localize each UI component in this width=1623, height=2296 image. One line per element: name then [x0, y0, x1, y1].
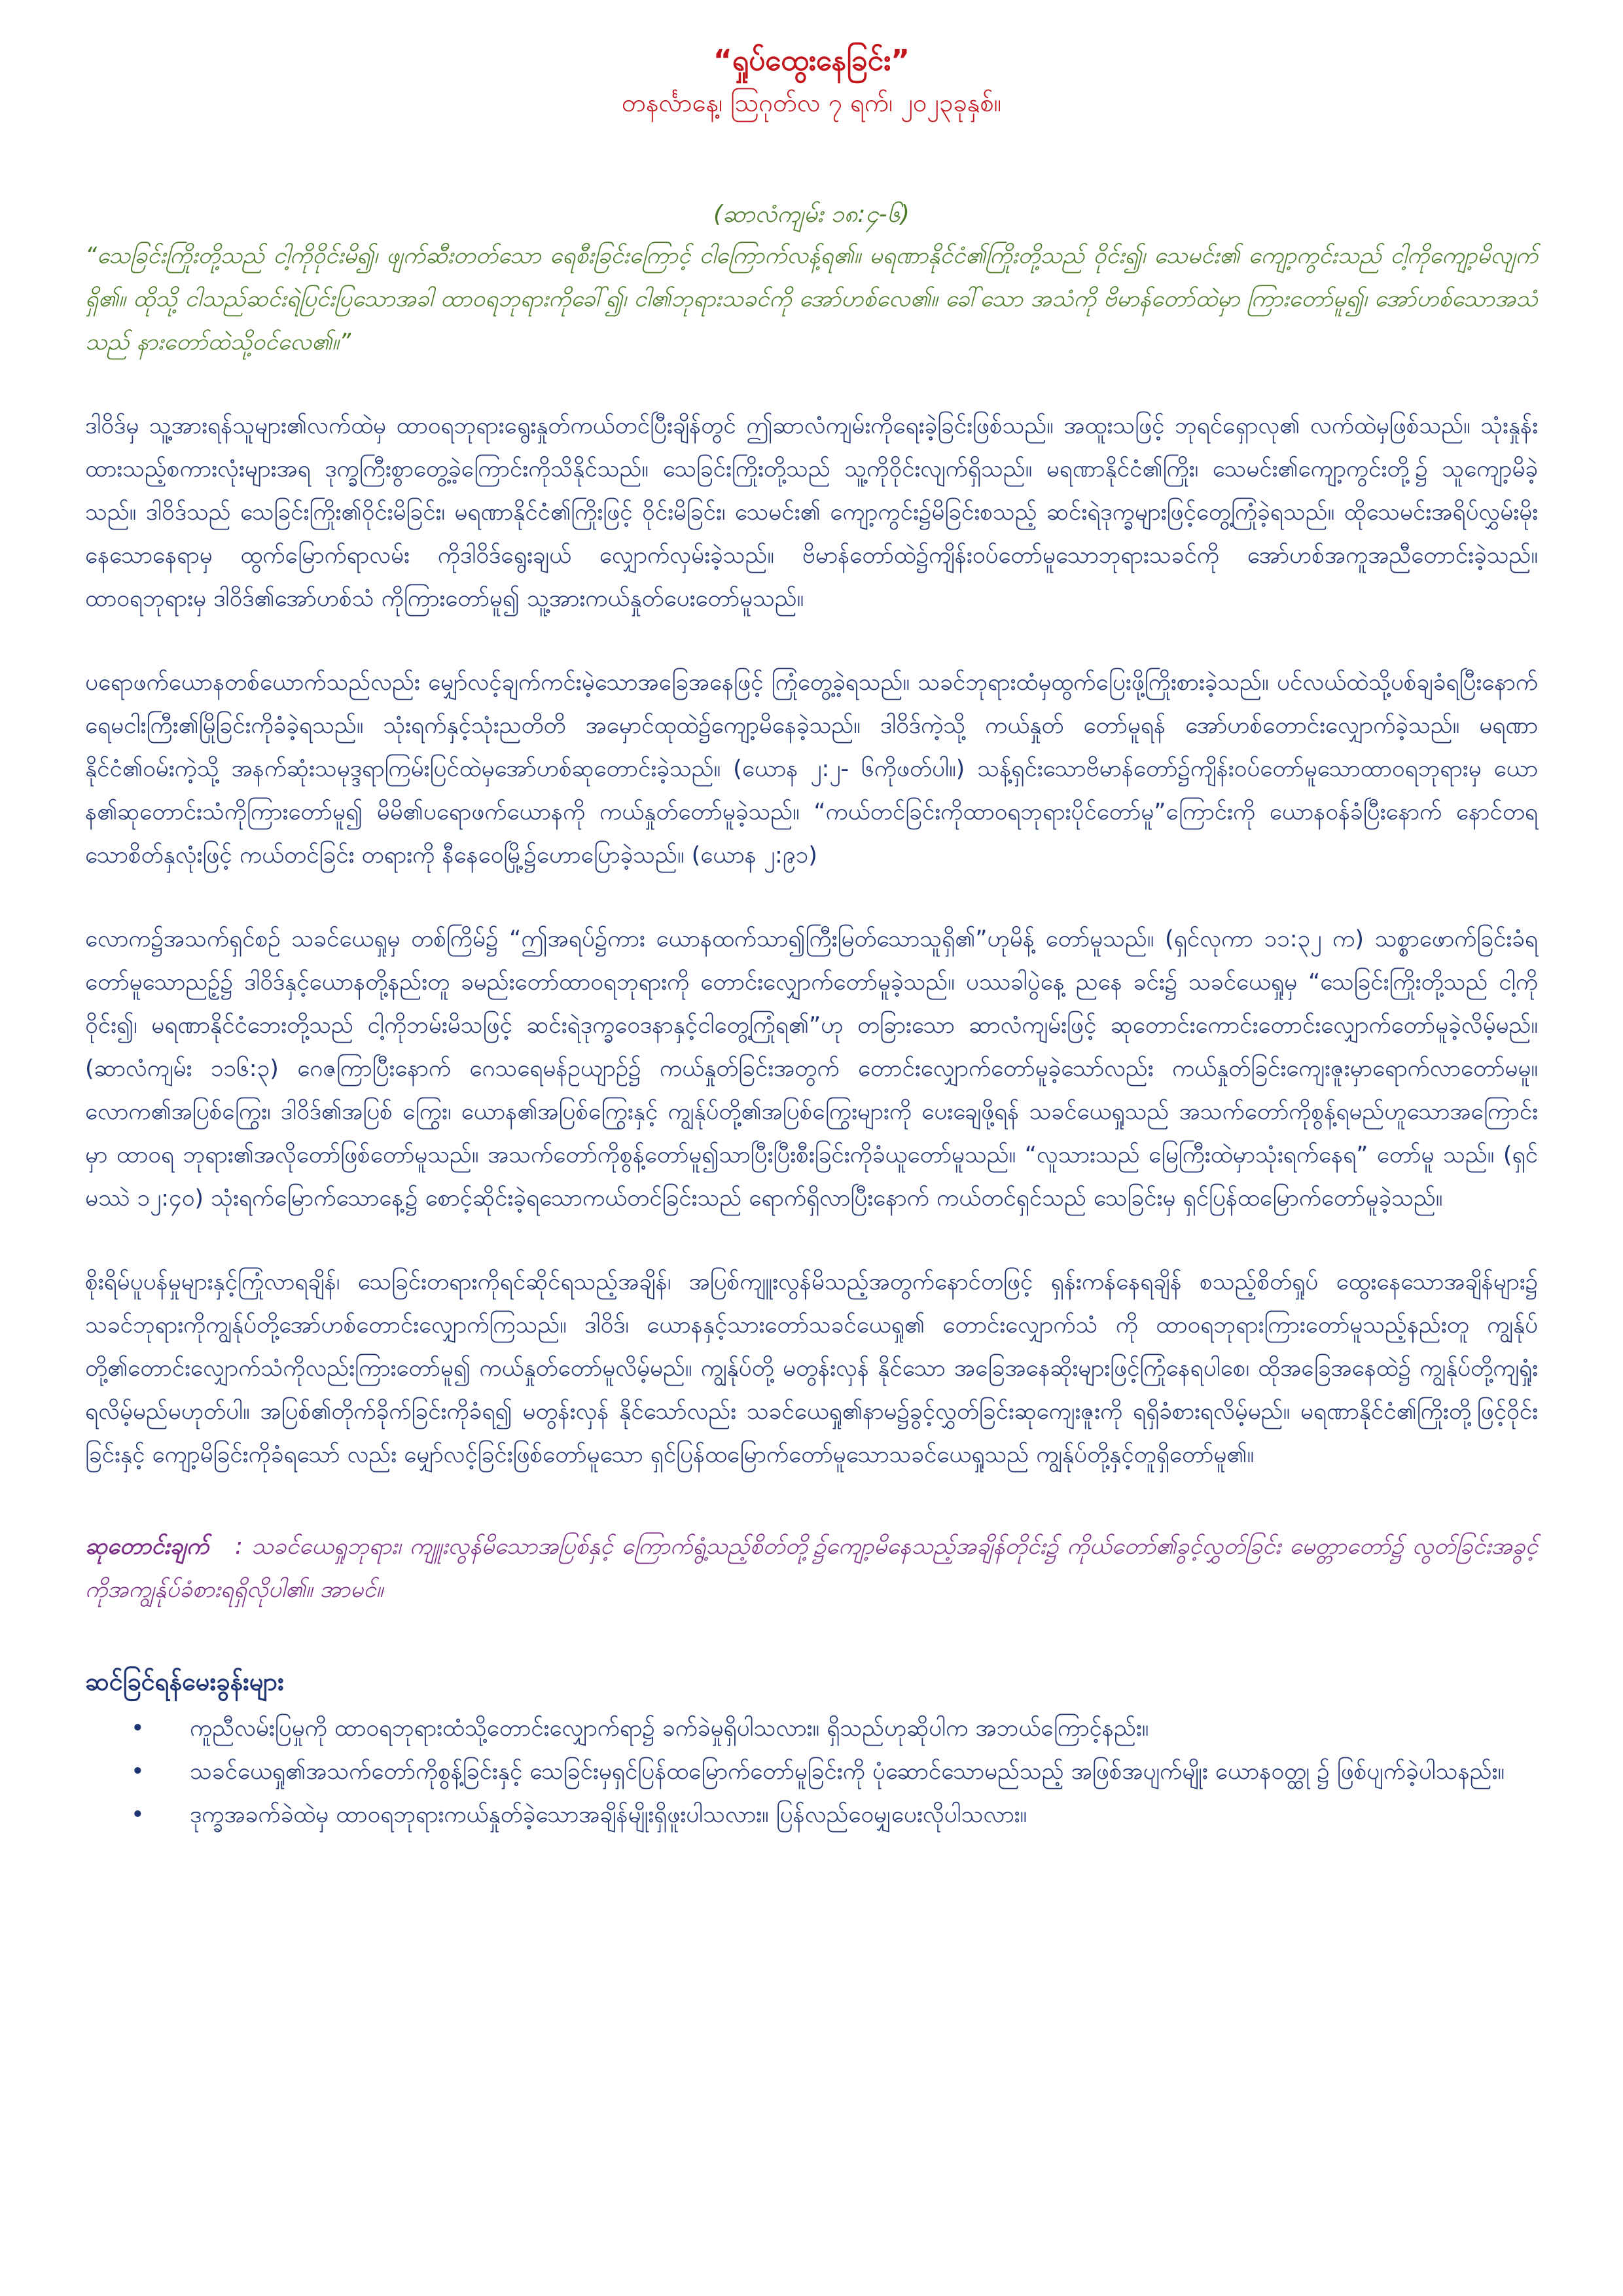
question-item [131, 1707, 1538, 1750]
body-paragraph: လောက၌အသက်ရှင်စဉ် သခင်ယေရှုမှ တစ်ကြိမ်၌ “ဤအရပ်၌ကား ယောနထက်သာ၍ကြီးမြတ်သောသူရှိ၏”ဟုမိန့် တော်မူသည်။ (ရှင်လုကာ ၁၁:၃၂ က) သစ္စာဖောက်ခြင်းခံရတော်မူသောညဉ့်၌ ဒါဝိဒ်နှင့်ယောနတို့နည်းတူ ခမည်းတော်ထာဝရဘုရားကို တောင်းလျှောက်တော်မူခဲ့သည်။ ပဿခါပွဲနေ့ ညနေ ခင်း၌ သခင်ယေရှုမှ “သေခြင်းကြိုးတို့သည် ငါ့ကိုဝိုင်း၍၊ မရဏာနိုင်ငံဘေးတို့သည် ငါ့ကိုဘမ်းမိသဖြင့် ဆင်းရဲဒုက္ခဝေဒနာနှင့်ငါတွေ့ကြုံရ၏”ဟု တခြားသော ဆာလံကျမ်းဖြင့် ဆုတောင်းကောင်းတောင်းလျှောက်တော်မူခဲ့လိမ့်မည်။ (ဆာလံကျမ်း ၁၁၆:၃) ဂေဇကြာပြီးနောက် ဂေသရေမန်ဥယျာဉ်၌ ကယ်နှုတ်ခြင်းအတွက် တောင်းလျှောက်တော်မူခဲ့သော်လည်း ကယ်နှုတ်ခြင်းကျေးဇူးမှာရောက်လာတော်မမူ။ လောက၏အပြစ်ကြွေး၊ ဒါဝိဒ်၏အပြစ် ကြွေး၊ ယောန၏အပြစ်ကြွေးနှင့် ကျွန်ုပ်တို့၏အပြစ်ကြွေးများကို ပေးချေဖို့ရန် သခင်ယေရှုသည် အသက်တော်ကိုစွန့်ရမည်ဟူသောအကြောင်းမှာ ထာဝရ ဘုရား၏အလိုတော်ဖြစ်တော်မူသည်။ အသက်တော်ကိုစွန့်တော်မူ၍သာပြီးပြီးစီးခြင်းကိုခံယူတော်မူသည်။ “လူသားသည် မြေကြီးထဲမှာသုံးရက်နေရ” တော်မူ သည်။ (ရှင်မဿဲ ၁၂:၄၀) သုံးရက်မြောက်သောနေ့၌ စောင့်ဆိုင်းခဲ့ရသောကယ်တင်ခြင်းသည် ရောက်ရှိလာပြီးနောက် ကယ်တင်ရှင်သည် သေခြင်းမှ ရှင်ပြန်ထမြောက်တော်မူခဲ့သည်။ [85, 926, 1538, 1211]
questions-list [85, 1707, 1538, 1837]
scripture-reference: (ဆာလံကျမ်း ၁၈:၄-၆) [713, 201, 910, 228]
body-paragraph: စိုးရိမ်ပူပန်မှုများနှင့်ကြုံလာရချိန်၊ သေခြင်းတရားကိုရင်ဆိုင်ရသည့်အချိန်၊ အပြစ်ကျူးလွန်မိသည့်အတွက်နောင်တဖြင့် ရှန်းကန်နေရချိန် စသည့်စိတ်ရှုပ် ထွေးနေသောအချိန်များ၌ သခင်ဘုရားကိုကျွန်ုပ်တို့အော်ဟစ်တောင်းလျှောက်ကြသည်။ ဒါဝိဒ်၊ ယောနနှင့်သားတော်သခင်ယေရှု၏ တောင်းလျှောက်သံ ကို ထာဝရဘုရားကြားတော်မူသည့်နည်းတူ ကျွန်ုပ်တို့၏တောင်းလျှောက်သံကိုလည်းကြားတော်မူ၍ ကယ်နှုတ်တော်မူလိမ့်မည်။ ကျွန်ုပ်တို့ မတွန်းလှန် နိုင်သော အခြေအနေဆိုးများဖြင့်ကြုံနေရပါစေ၊ ထိုအခြေအနေထဲ၌ ကျွန်ုပ်တို့ကျရှုံးရလိမ့်မည်မဟုတ်ပါ။ အပြစ်၏တိုက်ခိုက်ခြင်းကိုခံရ၍ မတွန်းလှန် နိုင်သော်လည်း သခင်ယေရှု၏နာမ၌ခွင့်လွှတ်ခြင်းဆုကျေးဇူးကို ရရှိခံစားရလိမ့်မည်။ မရဏာနိုင်ငံ၏ကြိုးတို့ဖြင့်ဝိုင်းခြင်းနှင့် ကျော့မိခြင်းကိုခံရသော် လည်း မျှော်လင့်ခြင်းဖြစ်တော်မူသော ရှင်ပြန်ထမြောက်တော်မူသောသခင်ယေရှုသည် ကျွန်ုပ်တို့နှင့်တူရှိတော်မူ၏။ [85, 1269, 1538, 1468]
page-title: “ရှုပ်ထွေးနေခြင်း” [713, 44, 910, 77]
question-item [131, 1793, 1538, 1837]
question-text: သခင်ယေရှု၏အသက်တော်ကိုစွန့်ခြင်းနှင့် သေခြင်းမှရှင်ပြန်ထမြောက်တော်မူခြင်းကို ပုံဆောင်သောမည်သည့် အဖြစ်အပျက်မျိုး ယောနဝတ္ထု ၌ ဖြစ်ပျက်ခဲ့ပါသနည်း။ [190, 1759, 1505, 1785]
body-paragraph: ပရောဖက်ယောနတစ်ယောက်သည်လည်း မျှော်လင့်ချက်ကင်းမဲ့သောအခြေအနေဖြင့် ကြုံတွေ့ခဲ့ရသည်။ သခင်ဘုရားထံမှထွက်ပြေးဖို့ကြိုးစားခဲ့သည်။ ပင်လယ်ထဲသို့ပစ်ချခံရပြီးနောက် ရေမငါးကြီး၏မြိုခြင်းကိုခံခဲ့ရသည်။ သုံးရက်နှင့်သုံးညတိတိ အမှောင်ထုထဲ၌ကျော့မိနေခဲ့သည်။ ဒါဝိဒ်ကဲ့သို့ ကယ်နှုတ် တော်မူရန် အော်ဟစ်တောင်းလျှောက်ခဲ့သည်။ မရဏာနိုင်ငံ၏ဝမ်းကဲ့သို့ အနက်ဆုံးသမုဒ္ဒရာကြမ်းပြင်ထဲမှအော်ဟစ်ဆုတောင်းခဲ့သည်။ (ယောန ၂:၂- ၆ကိုဖတ်ပါ။) သန့်ရှင်းသောဗိမာန်တော်၌ကျိန်းဝပ်တော်မူသောထာဝရဘုရားမှ ယောန၏ဆုတောင်းသံကိုကြားတော်မူ၍ မိမိ၏ပရောဖက်ယောနကို ကယ်နှုတ်တော်မူခဲ့သည်။ “ကယ်တင်ခြင်းကိုထာဝရဘုရားပိုင်တော်မူ”ကြောင်းကို ယောနဝန်ခံပြီးနောက် နောင်တရသောစိတ်နှလုံးဖြင့် ကယ်တင်ခြင်း တရားကို နီနေဝေမြို့၌ဟောပြောခဲ့သည်။ (ယောန ၂:၉၁) [85, 670, 1538, 869]
bullet-icon: • [131, 1759, 145, 1785]
body-paragraph: ဒါဝိဒ်မှ သူ့အားရန်သူများ၏လက်ထဲမှ ထာဝရဘုရားရွေးနှုတ်ကယ်တင်ပြီးချိန်တွင် ဤဆာလံကျမ်းကိုရေးခဲ့ခြင်းဖြစ်သည်။ အထူးသဖြင့် ဘုရင်ရှောလု၏ လက်ထဲမှဖြစ်သည်။ သုံးနှုန်းထားသည့်စကားလုံးများအရ ဒုက္ခကြီးစွာတွေ့ခဲ့ကြောင်းကိုသိနိုင်သည်။ သေခြင်းကြိုးတို့သည် သူ့ကိုဝိုင်းလျက်ရှိသည်။ မရဏာနိုင်ငံ၏ကြိုး၊ သေမင်း၏ကျော့ကွင်းတို့၌ သူကျော့မိခဲ့သည်။ ဒါဝိဒ်သည် သေခြင်းကြိုး၏ဝိုင်းမိခြင်း၊ မရဏာနိုင်ငံ၏ကြိုးဖြင့် ဝိုင်းမိခြင်း၊ သေမင်း၏ ကျော့ကွင်း၌မိခြင်းစသည့် ဆင်းရဲဒုက္ခများဖြင့်တွေ့ကြုံခဲ့ရသည်။ ထိုသေမင်းအရိပ်လွှမ်းမိုးနေသောနေရာမှ ထွက်မြောက်ရာလမ်း ကိုဒါဝိဒ်ရွေးချယ် လျှောက်လှမ်းခဲ့သည်။ ဗိမာန်တော်ထဲ၌ကျိန်းဝပ်တော်မူသောဘုရားသခင်ကို အော်ဟစ်အကူအညီတောင်းခဲ့သည်။ ထာဝရဘုရားမှ ဒါဝိဒ်၏အော်ဟစ်သံ ကိုကြားတော်မူ၍ သူ့အားကယ်နှုတ်ပေးတော်မူသည်။ [85, 413, 1538, 612]
devotional-page [85, 39, 1538, 2265]
prayer-text: : သခင်ယေရှုဘုရား၊ ကျူးလွန်မိသောအပြစ်နှင့် ကြောက်ရွံ့သည့်စိတ်တို့၌ကျော့မိနေသည့်အချိန်တိုင်း၌ ကိုယ်တော်၏ခွင့်လွှတ်ခြင်း မေတ္တာတော်၌ လွတ်ခြင်းအခွင့်ကိုအကျွန်ုပ်ခံစားရရှိလိုပါ၏။ အာမင်။ [85, 1534, 1538, 1603]
bullet-icon: • [131, 1802, 145, 1828]
prayer-block [85, 1525, 1538, 1611]
prayer-label: ဆုတောင်းချက် [85, 1534, 209, 1560]
scripture-quote: “သေခြင်းကြိုးတို့သည် ငါ့ကိုဝိုင်းမိ၍၊ ဖျက်ဆီးတတ်သော ရေစီးခြင်းကြောင့် ငါကြောက်လန့်ရ၏။ မရဏာနိုင်ငံ၏ကြိုးတို့သည် ဝိုင်း၍၊ သေမင်း၏ ကျော့ကွင်းသည် ငါ့ကိုကျော့မိလျက်ရှိ၏။ ထိုသို့ ငါသည်ဆင်းရဲပြင်းပြသောအခါ ထာဝရဘုရားကိုခေါ်၍၊ ငါ၏ဘုရားသခင်ကို အော်ဟစ်လေ၏။ ခေါ်သော အသံကို ဗိမာန်တော်ထဲမှာ ကြားတော်မူ၍၊ အော်ဟစ်သောအသံသည် နားတော်ထဲသို့ဝင်လေ၏။” [85, 243, 1538, 355]
question-text: ဒုက္ခအခက်ခဲထဲမှ ထာဝရဘုရားကယ်နှုတ်ခဲ့သောအချိန်မျိုးရှိဖူးပါသလား။ ပြန်လည်ဝေမျှပေးလိုပါသလား။ [190, 1802, 1027, 1828]
questions-heading: ဆင်ခြင်ရန်မေးခွန်းများ [85, 1667, 284, 1696]
title-block [85, 39, 1538, 123]
question-text: ကူညီလမ်းပြမှုကို ထာဝရဘုရားထံသို့တောင်းလျှောက်ရာ၌ ခက်ခဲမှုရှိပါသလား။ ရှိသည်ဟုဆိုပါက အဘယ်ကြောင့်နည်း။ [190, 1715, 1149, 1742]
question-item [131, 1750, 1538, 1793]
page-date: တနင်္လာနေ့၊ ဩဂုတ်လ ၇ ရက်၊ ၂၀၂၃ခုနှစ်။ [621, 88, 1002, 117]
bullet-icon: • [131, 1715, 145, 1742]
